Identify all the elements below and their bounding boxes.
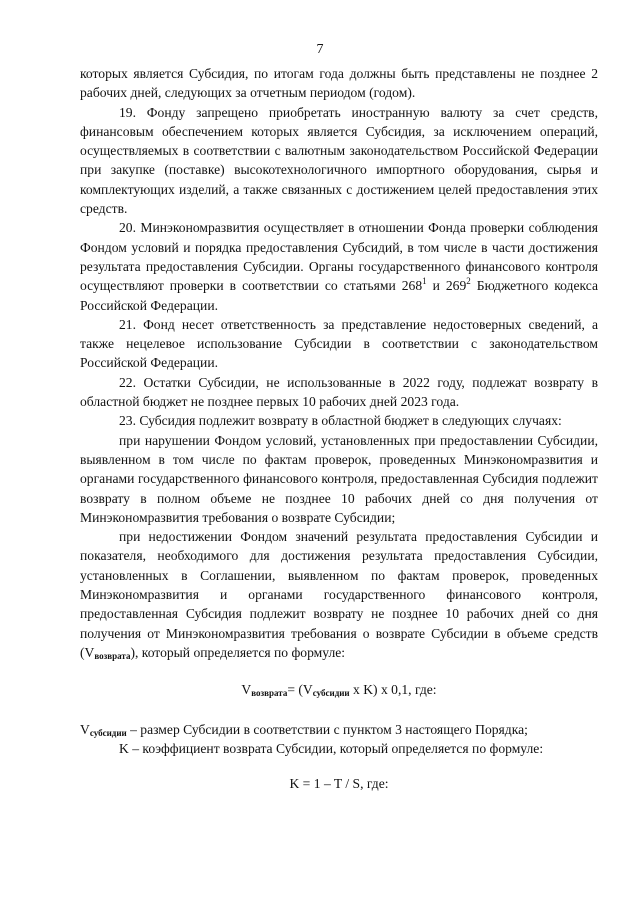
document-body xyxy=(80,64,598,793)
case2-text-b: ), который определяется по формуле: xyxy=(130,644,346,660)
definition-k: K – коэффициент возврата Субсидии, который определяется по формуле: xyxy=(119,740,544,756)
paragraph-case-violation: при нарушении Фондом условий, установленных при предоставлении Субсидии, выявленном в том числе по фактам проверок, проведенных Минэкономразвития и органами государственного финансового контроля, предоставленная Субсидия подлежит возврату в полном объеме не позднее 10 рабочих дней со дня получения от Минэкономразвития требования о возврате Субсидии; xyxy=(80,432,598,525)
formula1-sub1: возврата xyxy=(251,688,288,699)
paragraph-20-text-b: и 269 xyxy=(426,278,467,294)
formula1-end: x K) x 0,1, где: xyxy=(349,682,437,698)
def-v-subscript: субсидии xyxy=(89,727,127,738)
def-v-text: – размер Субсидии в соответствии с пунктом 3 настоящего Порядка; xyxy=(126,721,528,737)
paragraph-22: 22. Остатки Субсидии, не использованные в 2022 году, подлежат возврату в областной бюджет не позднее первых 10 рабочих дней 2023 года. xyxy=(80,374,598,410)
formula1-v: V xyxy=(241,682,252,698)
case2-text-a: при недостижении Фондом значений результата предоставления Субсидии и показателя, необходимого для достижения результата предоставления Субсидии, установленных в Соглашении, выявленном по фактам проверок, проведенных Минэкономразвития и органами государственного финансового контроля, предоставленная Субсидия подлежит возврату не позднее 10 рабочих дней со дня получения от Минэкономразвития требования о возврате Субсидии в объеме средств (V xyxy=(80,529,598,660)
paragraph-case-non-achievement xyxy=(80,527,598,662)
formula1-sub2: субсидии xyxy=(312,688,350,699)
formula-return-volume xyxy=(80,680,598,699)
paragraph-continuation: которых является Субсидия, по итогам года должны быть представлены не позднее 2 рабочих дней, следующих за отчетным периодом (годом). xyxy=(80,66,598,101)
page-number: 7 xyxy=(316,42,324,57)
case2-subscript: возврата xyxy=(94,650,131,661)
definition-v-subsidy xyxy=(80,720,598,739)
footnote-mark-2: 2 xyxy=(466,276,471,287)
paragraph-20-text-a: 20. Минэкономразвития осуществляет в отношении Фонда проверки соблюдения Фондом условий и порядка предоставления Субсидий, в том числе в части достижения результата предоставления Субсидии. Органы государственного финансового контроля осуществляют проверки в соответствии со статьями 268 xyxy=(80,220,598,294)
paragraph-21: 21. Фонд несет ответственность за представление недостоверных сведений, а также нецелевое использование Субсидии в соответствии с законодательством Российской Федерации. xyxy=(80,316,598,371)
paragraph-20 xyxy=(80,218,598,314)
paragraph-23: 23. Субсидия подлежит возврату в областной бюджет в следующих случаях: xyxy=(119,413,562,429)
formula-coefficient: K = 1 – T / S, где: xyxy=(289,776,389,792)
formula1-mid: = (V xyxy=(287,682,313,698)
paragraph-20-text-c: Бюджетного кодекса Российской Федерации. xyxy=(80,278,598,313)
footnote-mark-1: 1 xyxy=(422,276,427,287)
paragraph-19: 19. Фонду запрещено приобретать иностранную валюту за счет средств, финансовым обеспечением которых является Субсидия, за исключением операций, осуществляемых в соответствии с валютным законодательством Российской Федерации при закупке (поставке) высокотехнологичного импортного оборудования, сырья и комплектующих изделий, а также связанных с достижением целей предоставления этих средств. xyxy=(80,104,598,217)
def-v-symbol: V xyxy=(80,721,90,737)
